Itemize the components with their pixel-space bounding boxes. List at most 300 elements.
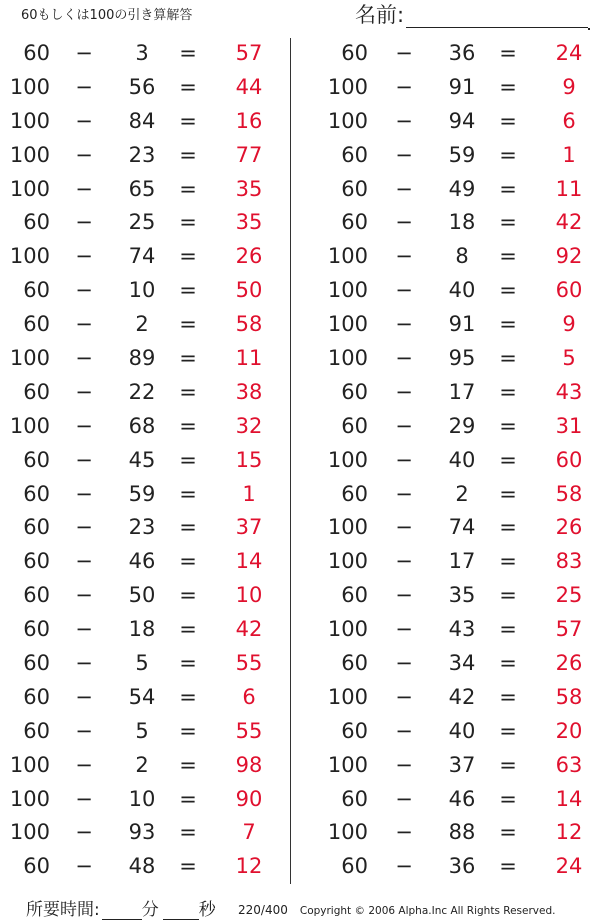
equals-sign: = [179, 583, 197, 608]
minuend: 60 [23, 515, 50, 540]
problem-row [0, 172, 290, 206]
answer: 57 [235, 41, 263, 65]
elapsed-time-label: 所要時間: [26, 900, 100, 920]
problem-row [0, 70, 290, 104]
minus-sign: − [75, 142, 93, 167]
subtrahend: 40 [448, 718, 476, 743]
minuend: 60 [23, 854, 50, 879]
equals-sign: = [499, 854, 517, 879]
answer: 35 [235, 176, 263, 201]
answer: 15 [235, 447, 263, 472]
answer: 38 [235, 379, 263, 404]
answer: 32 [235, 413, 263, 438]
minus-sign: − [75, 278, 93, 303]
subtrahend: 18 [128, 617, 156, 642]
subtrahend: 3 [135, 41, 149, 65]
minutes-blank[interactable] [102, 901, 142, 920]
subtrahend: 35 [448, 583, 476, 608]
minus-sign: − [395, 346, 413, 371]
minuend: 60 [23, 379, 50, 404]
problem-row [318, 239, 600, 273]
equals-sign: = [179, 549, 197, 574]
subtrahend: 50 [128, 583, 156, 608]
problem-row [0, 375, 290, 409]
minuend: 100 [327, 278, 368, 303]
problem-row [0, 239, 290, 273]
subtrahend: 40 [448, 278, 476, 303]
answer: 83 [555, 549, 583, 574]
minuend: 100 [327, 447, 368, 472]
minus-sign: − [395, 108, 413, 133]
minus-sign: − [75, 786, 93, 811]
answer: 35 [235, 210, 263, 235]
minuend: 60 [23, 210, 50, 235]
subtrahend: 23 [128, 142, 156, 167]
problem-row [318, 341, 600, 375]
equals-sign: = [499, 752, 517, 777]
equals-sign: = [179, 312, 197, 337]
minus-sign: − [395, 481, 413, 506]
minus-sign: − [395, 651, 413, 676]
problem-row [0, 748, 290, 782]
equals-sign: = [179, 142, 197, 167]
subtrahend: 65 [128, 176, 156, 201]
minuend: 100 [327, 244, 368, 269]
subtrahend: 18 [448, 210, 476, 235]
answer: 24 [555, 41, 583, 65]
subtrahend: 2 [455, 481, 469, 506]
problem-row [0, 815, 290, 849]
minus-sign: − [75, 379, 93, 404]
minuend: 100 [9, 74, 50, 99]
minus-sign: − [395, 210, 413, 235]
equals-sign: = [179, 108, 197, 133]
minuend: 60 [23, 312, 50, 337]
equals-sign: = [179, 413, 197, 438]
equals-sign: = [499, 244, 517, 269]
minus-sign: − [395, 617, 413, 642]
minuend: 100 [9, 108, 50, 133]
minus-sign: − [75, 108, 93, 133]
problem-row [318, 782, 600, 816]
left-problem-column [0, 36, 290, 883]
answer: 24 [555, 854, 583, 879]
minus-sign: − [395, 786, 413, 811]
subtrahend: 88 [448, 820, 476, 845]
equals-sign: = [179, 278, 197, 303]
subtrahend: 91 [448, 312, 476, 337]
minuend: 60 [341, 41, 368, 65]
equals-sign: = [179, 346, 197, 371]
equals-sign: = [499, 786, 517, 811]
minus-sign: − [395, 413, 413, 438]
equals-sign: = [179, 718, 197, 743]
answer: 9 [562, 74, 576, 99]
problem-row [318, 748, 600, 782]
copyright-text: Copyright © 2006 Alpha.Inc All Rights Reserved. [299, 905, 556, 917]
subtrahend: 59 [128, 481, 156, 506]
answer: 58 [235, 312, 263, 337]
answer: 26 [555, 515, 583, 540]
answer: 60 [555, 447, 583, 472]
equals-sign: = [179, 176, 197, 201]
minus-sign: − [75, 413, 93, 438]
equals-sign: = [179, 244, 197, 269]
minus-sign: − [75, 617, 93, 642]
minus-sign: − [395, 718, 413, 743]
equals-sign: = [499, 346, 517, 371]
minuend: 100 [9, 413, 50, 438]
minus-sign: − [395, 854, 413, 879]
problem-row [318, 70, 600, 104]
minuend: 100 [9, 820, 50, 845]
problem-row [318, 646, 600, 680]
problem-row [0, 341, 290, 375]
answer: 1 [242, 481, 256, 506]
minus-sign: − [75, 346, 93, 371]
minus-sign: − [395, 244, 413, 269]
problem-row [318, 578, 600, 612]
seconds-unit: 秒 [198, 900, 216, 920]
problem-row [318, 612, 600, 646]
minus-sign: − [75, 481, 93, 506]
minuend: 60 [341, 413, 368, 438]
minus-sign: − [75, 447, 93, 472]
minuend: 60 [341, 583, 368, 608]
problem-row [0, 104, 290, 138]
answer: 6 [242, 684, 256, 709]
problem-row [318, 849, 600, 883]
problem-row [0, 307, 290, 341]
minuend: 100 [327, 74, 368, 99]
minuend: 100 [327, 549, 368, 574]
minuend: 100 [327, 752, 368, 777]
minus-sign: − [75, 210, 93, 235]
subtrahend: 2 [135, 312, 149, 337]
problem-row [318, 375, 600, 409]
answer: 37 [235, 515, 263, 540]
equals-sign: = [499, 312, 517, 337]
equals-sign: = [179, 854, 197, 879]
minus-sign: − [75, 718, 93, 743]
equals-sign: = [179, 41, 197, 65]
answer: 12 [555, 820, 583, 845]
equals-sign: = [499, 549, 517, 574]
minuend: 100 [327, 312, 368, 337]
minus-sign: − [75, 820, 93, 845]
minus-sign: − [395, 820, 413, 845]
equals-sign: = [499, 108, 517, 133]
problem-row [318, 104, 600, 138]
problem-row [0, 612, 290, 646]
minuend: 100 [327, 820, 368, 845]
minuend: 60 [341, 786, 368, 811]
answer: 5 [562, 346, 576, 371]
minus-sign: − [75, 176, 93, 201]
subtrahend: 2 [135, 752, 149, 777]
subtrahend: 8 [455, 244, 469, 269]
equals-sign: = [499, 413, 517, 438]
minus-sign: − [395, 583, 413, 608]
minus-sign: − [395, 684, 413, 709]
answer: 26 [235, 244, 263, 269]
subtrahend: 46 [448, 786, 476, 811]
answer: 1 [562, 142, 576, 167]
minuend: 60 [341, 142, 368, 167]
answer: 92 [555, 244, 583, 269]
subtrahend: 59 [448, 142, 476, 167]
minuend: 100 [9, 346, 50, 371]
minuend: 60 [23, 447, 50, 472]
subtrahend: 94 [448, 108, 476, 133]
problem-row [0, 409, 290, 443]
answer: 14 [555, 786, 583, 811]
problem-row [0, 273, 290, 307]
problem-row [0, 205, 290, 239]
subtrahend: 54 [128, 684, 156, 709]
minuend: 60 [341, 718, 368, 743]
minus-sign: − [75, 41, 93, 65]
problem-row [0, 782, 290, 816]
equals-sign: = [179, 684, 197, 709]
problem-row [318, 477, 600, 511]
subtrahend: 46 [128, 549, 156, 574]
subtrahend: 45 [128, 447, 156, 472]
minuend: 60 [341, 210, 368, 235]
minus-sign: − [75, 684, 93, 709]
minus-sign: − [75, 854, 93, 879]
worksheet-title: 60もしくは100の引き算解答 [21, 8, 193, 23]
equals-sign: = [179, 210, 197, 235]
page-number: 220/400 [238, 903, 288, 917]
answer: 57 [555, 617, 583, 642]
problem-row [0, 578, 290, 612]
problem-row [318, 205, 600, 239]
answer: 55 [235, 651, 263, 676]
subtrahend: 95 [448, 346, 476, 371]
minus-sign: − [395, 447, 413, 472]
minus-sign: − [75, 752, 93, 777]
equals-sign: = [179, 74, 197, 99]
subtrahend: 40 [448, 447, 476, 472]
minus-sign: − [395, 142, 413, 167]
minus-sign: − [395, 549, 413, 574]
problem-row [0, 646, 290, 680]
subtrahend: 48 [128, 854, 156, 879]
answer: 26 [555, 651, 583, 676]
equals-sign: = [179, 820, 197, 845]
minuend: 60 [23, 278, 50, 303]
subtrahend: 49 [448, 176, 476, 201]
minuend: 100 [9, 176, 50, 201]
minuend: 60 [341, 651, 368, 676]
minuend: 60 [23, 617, 50, 642]
problem-row [318, 138, 600, 172]
minus-sign: − [395, 312, 413, 337]
problem-row [318, 510, 600, 544]
answer: 12 [235, 854, 263, 879]
problem-row [0, 36, 290, 70]
answer: 55 [235, 718, 263, 743]
answer: 31 [555, 413, 583, 438]
answer: 43 [555, 379, 583, 404]
subtrahend: 29 [448, 413, 476, 438]
minuend: 60 [341, 854, 368, 879]
answer: 16 [235, 108, 263, 133]
problem-row [0, 477, 290, 511]
minus-sign: − [75, 549, 93, 574]
minuend: 60 [23, 481, 50, 506]
minuend: 60 [341, 379, 368, 404]
answer: 20 [555, 718, 583, 743]
minuend: 100 [327, 617, 368, 642]
subtrahend: 36 [448, 41, 476, 65]
minuend: 100 [327, 684, 368, 709]
subtrahend: 74 [128, 244, 156, 269]
subtrahend: 23 [128, 515, 156, 540]
subtrahend: 68 [128, 413, 156, 438]
minuend: 60 [23, 718, 50, 743]
subtrahend: 89 [128, 346, 156, 371]
problem-row [318, 307, 600, 341]
minus-sign: − [395, 278, 413, 303]
equals-sign: = [499, 617, 517, 642]
answer: 44 [235, 74, 263, 99]
name-line-dot [588, 28, 590, 30]
minus-sign: − [75, 312, 93, 337]
answer: 50 [235, 278, 263, 303]
minus-sign: − [395, 176, 413, 201]
minus-sign: − [395, 752, 413, 777]
problem-row [318, 680, 600, 714]
answer: 60 [555, 278, 583, 303]
minuend: 60 [23, 651, 50, 676]
subtrahend: 5 [135, 718, 149, 743]
answer: 6 [562, 108, 576, 133]
minus-sign: − [395, 74, 413, 99]
column-divider [290, 38, 291, 884]
subtrahend: 91 [448, 74, 476, 99]
minus-sign: − [75, 244, 93, 269]
minuend: 100 [9, 142, 50, 167]
minuend: 100 [9, 752, 50, 777]
equals-sign: = [499, 278, 517, 303]
subtrahend: 93 [128, 820, 156, 845]
equals-sign: = [179, 447, 197, 472]
answer: 14 [235, 549, 263, 574]
problem-row [0, 138, 290, 172]
subtrahend: 17 [448, 379, 476, 404]
subtrahend: 10 [128, 786, 156, 811]
elapsed-time-field [26, 895, 216, 920]
problem-row [318, 409, 600, 443]
answer: 42 [555, 210, 583, 235]
equals-sign: = [179, 617, 197, 642]
minuend: 60 [23, 583, 50, 608]
subtrahend: 25 [128, 210, 156, 235]
subtrahend: 34 [448, 651, 476, 676]
problem-row [0, 680, 290, 714]
name-field [355, 2, 588, 28]
minuend: 60 [23, 549, 50, 574]
problem-row [0, 714, 290, 748]
answer: 90 [235, 786, 263, 811]
subtrahend: 42 [448, 684, 476, 709]
answer: 11 [235, 346, 263, 371]
subtrahend: 22 [128, 379, 156, 404]
problem-row [0, 849, 290, 883]
minuend: 60 [341, 481, 368, 506]
problem-row [0, 544, 290, 578]
equals-sign: = [499, 718, 517, 743]
equals-sign: = [499, 176, 517, 201]
equals-sign: = [499, 820, 517, 845]
minus-sign: − [395, 379, 413, 404]
answer: 9 [562, 312, 576, 337]
subtrahend: 56 [128, 74, 156, 99]
problem-row [318, 273, 600, 307]
equals-sign: = [499, 447, 517, 472]
equals-sign: = [179, 481, 197, 506]
minuend: 100 [9, 786, 50, 811]
minuend: 100 [9, 244, 50, 269]
subtrahend: 74 [448, 515, 476, 540]
equals-sign: = [499, 583, 517, 608]
answer: 42 [235, 617, 263, 642]
minus-sign: − [75, 74, 93, 99]
minuend: 60 [341, 176, 368, 201]
problem-row [318, 815, 600, 849]
name-blank-line[interactable] [406, 7, 588, 28]
equals-sign: = [499, 210, 517, 235]
minuend: 100 [327, 515, 368, 540]
subtrahend: 37 [448, 752, 476, 777]
minuend: 100 [327, 346, 368, 371]
equals-sign: = [499, 684, 517, 709]
problem-row [318, 544, 600, 578]
problem-row [318, 714, 600, 748]
subtrahend: 36 [448, 854, 476, 879]
minus-sign: − [395, 41, 413, 65]
seconds-blank[interactable] [163, 901, 199, 920]
answer: 25 [555, 583, 583, 608]
answer: 77 [235, 142, 263, 167]
equals-sign: = [499, 651, 517, 676]
right-problem-column [318, 36, 600, 883]
problem-row [318, 36, 600, 70]
equals-sign: = [499, 74, 517, 99]
subtrahend: 84 [128, 108, 156, 133]
equals-sign: = [179, 786, 197, 811]
minuend: 100 [327, 108, 368, 133]
problem-row [318, 443, 600, 477]
minutes-unit: 分 [141, 900, 159, 920]
answer: 11 [555, 176, 583, 201]
equals-sign: = [499, 481, 517, 506]
answer: 7 [242, 820, 256, 845]
equals-sign: = [499, 41, 517, 65]
equals-sign: = [179, 752, 197, 777]
problem-row [0, 443, 290, 477]
minus-sign: − [75, 651, 93, 676]
equals-sign: = [179, 651, 197, 676]
name-label: 名前: [355, 3, 405, 27]
problem-row [318, 172, 600, 206]
equals-sign: = [179, 515, 197, 540]
subtrahend: 5 [135, 651, 149, 676]
answer: 63 [555, 752, 583, 777]
answer: 10 [235, 583, 263, 608]
